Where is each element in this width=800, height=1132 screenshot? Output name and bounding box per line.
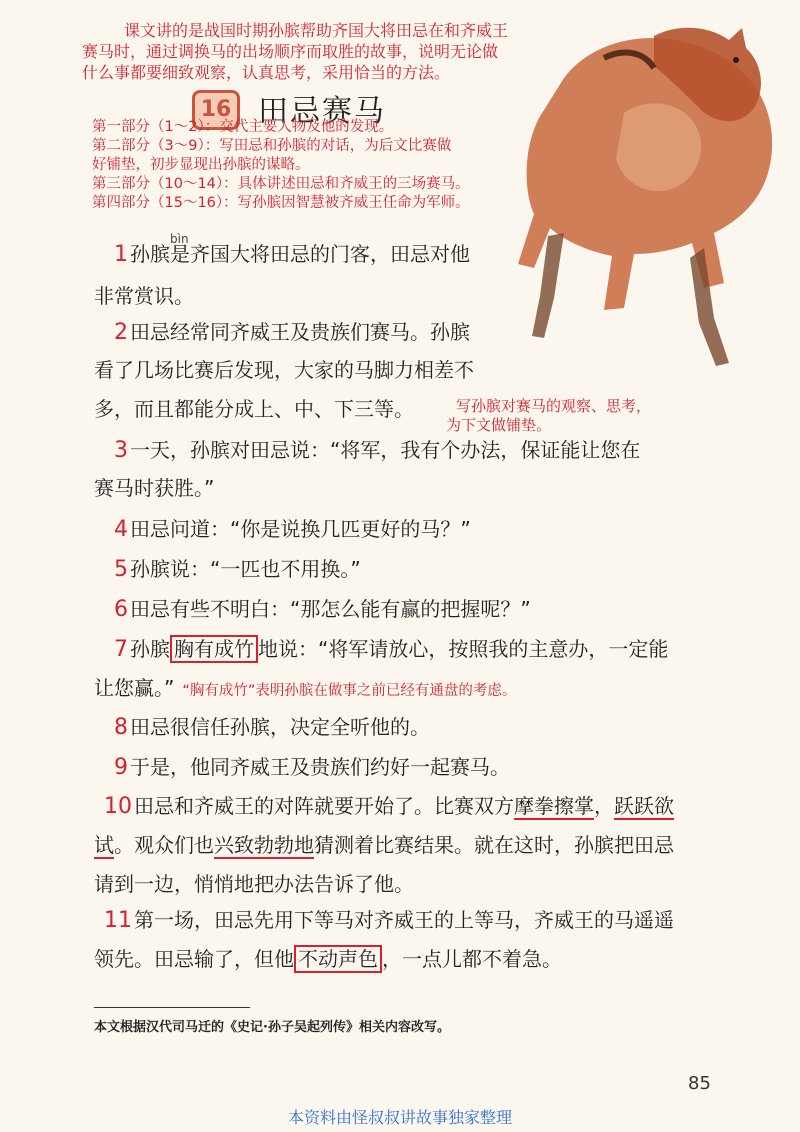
section-outline — [92, 118, 470, 213]
paragraph-1-line-2: 非常赏识。 — [94, 284, 194, 308]
paragraph-text: 孙膑说：“一匹也不用换。” — [130, 557, 361, 581]
paragraph-text: 田忌有些不明白：“那怎么能有赢的把握呢？” — [130, 597, 531, 621]
paragraph-number: 7 — [114, 637, 128, 662]
highlighted-idiom-box: 胸有成竹 — [170, 635, 258, 663]
paragraph-text: ， — [594, 794, 614, 818]
paragraph-text: 第一场，田忌先用下等马对齐威王的上等马，齐威王的马遥遥 — [134, 908, 674, 932]
paragraph-10-line-2 — [94, 833, 674, 857]
lesson-number-badge: 16 — [192, 90, 240, 130]
paragraph-10-line-3: 请到一边，悄悄地把办法告诉了他。 — [94, 872, 414, 896]
paragraph-text: 于是，他同齐威王及贵族们约好一起赛马。 — [130, 755, 510, 779]
summary-line-3: 什么事都要细致观察，认真思考，采用恰当的方法。 — [82, 63, 451, 82]
paragraph-6 — [114, 597, 531, 622]
pinyin-annotation: bìn — [170, 232, 189, 246]
paragraph-1-line-1 — [114, 242, 470, 267]
paragraph-text: 地说：“将军请放心，按照我的主意办，一定能 — [258, 637, 669, 661]
paragraph-2-line-1 — [114, 320, 470, 345]
paragraph-7-line-1 — [114, 637, 668, 662]
paragraph-text: 田忌很信任孙膑，决定全听他的。 — [130, 715, 430, 739]
outline-part-1: 第一部分（1～2）：交代主要人物及他的发现。 — [92, 119, 394, 135]
paragraph-text: 孙膑 — [130, 637, 170, 661]
paragraph-number: 4 — [114, 517, 128, 542]
underlined-idiom: 跃跃欲 — [614, 794, 674, 818]
paragraph-text: 一天，孙膑对田忌说：“将军，我有个办法，保证能让您在 — [130, 438, 641, 462]
credit-line: 本资料由怪叔叔讲故事独家整理 — [287, 1108, 512, 1127]
summary-line-1: 课文讲的是战国时期孙膑帮助齐国大将田忌在和齐威王 — [124, 21, 509, 40]
paragraph-9 — [114, 755, 510, 780]
paragraph-number: 8 — [114, 715, 128, 740]
paragraph-text: 田忌问道：“你是说换几匹更好的马？” — [130, 517, 471, 541]
paragraph-3-line-2: 赛马时获胜。” — [94, 476, 215, 500]
paragraph-4 — [114, 517, 471, 542]
paragraph-11-line-2 — [94, 947, 562, 971]
paragraph-text: 领先。田忌输了，但他 — [94, 947, 294, 971]
underlined-phrase: 兴致勃勃地 — [214, 833, 314, 857]
lesson-title: 田忌赛马 — [258, 94, 386, 129]
summary-line-2: 赛马时，通过调换马的出场顺序而取胜的故事，说明无论做 — [82, 42, 499, 61]
paragraph-3-line-1 — [114, 438, 640, 463]
paragraph-2-line-3: 多，而且都能分成上、中、下三等。 — [94, 397, 414, 421]
paragraph-number: 9 — [114, 755, 128, 780]
paragraph-8 — [114, 715, 430, 740]
page-number: 85 — [688, 1073, 711, 1094]
paragraph-number: 10 — [104, 794, 132, 819]
paragraph-text: 。观众们也 — [114, 833, 214, 857]
underlined-idiom: 试 — [94, 833, 114, 857]
paragraph-text: 田忌经常同齐威王及贵族们赛马。孙膑 — [130, 320, 470, 344]
highlighted-idiom-box: 不动声色 — [294, 945, 382, 973]
paragraph-number: 3 — [114, 438, 128, 463]
annotation-line-1: 写孙膑对赛马的观察、思考， — [456, 397, 652, 415]
footnote-divider — [94, 1007, 250, 1008]
horse-illustration — [504, 18, 794, 373]
paragraph-7-line-2 — [94, 676, 516, 703]
paragraph-number: 6 — [114, 597, 128, 622]
paragraph-number: 5 — [114, 557, 128, 582]
paragraph-10-line-1 — [104, 794, 674, 819]
paragraph-text: 孙膑是齐国大将田忌的门客，田忌对他 — [130, 242, 470, 266]
paragraph-text: 田忌和齐威王的对阵就要开始了。比赛双方 — [134, 794, 514, 818]
paragraph-text: ，一点儿都不着急。 — [382, 947, 562, 971]
paragraph-11-line-1 — [104, 908, 674, 933]
paragraph-text: 猜测着比赛结果。就在这时，孙膑把田忌 — [314, 833, 674, 857]
underlined-idiom: 摩拳擦掌 — [514, 794, 594, 818]
outline-part-3: 第三部分（10～14）：具体讲述田忌和齐威王的三场赛马。 — [92, 176, 470, 192]
summary-note — [82, 20, 509, 83]
paragraph-text: 让您赢。” — [94, 676, 175, 700]
outline-part-2a: 第二部分（3～9）：写田忌和孙膑的对话，为后文比赛做 — [92, 138, 452, 154]
paragraph-2-line-2: 看了几场比赛后发现，大家的马脚力相差不 — [94, 358, 474, 382]
paragraph-7-annotation: “胸有成竹”表明孙膑在做事之前已经有通盘的考虑。 — [182, 683, 517, 699]
paragraph-5 — [114, 557, 361, 582]
outline-part-4: 第四部分（15～16）：写孙膑因智慧被齐威王任命为军师。 — [92, 195, 470, 211]
outline-part-2b: 好铺垫，初步显现出孙膑的谋略。 — [92, 157, 310, 173]
footnote: 本文根据汉代司马迁的《史记·孙子吴起列传》相关内容改写。 — [94, 1020, 450, 1035]
paragraph-number: 11 — [104, 908, 132, 933]
paragraph-number: 1 — [114, 242, 128, 267]
paragraph-number: 2 — [114, 320, 128, 345]
annotation-line-2: 为下文做铺垫。 — [446, 416, 552, 434]
paragraph-2-annotation — [446, 397, 651, 435]
